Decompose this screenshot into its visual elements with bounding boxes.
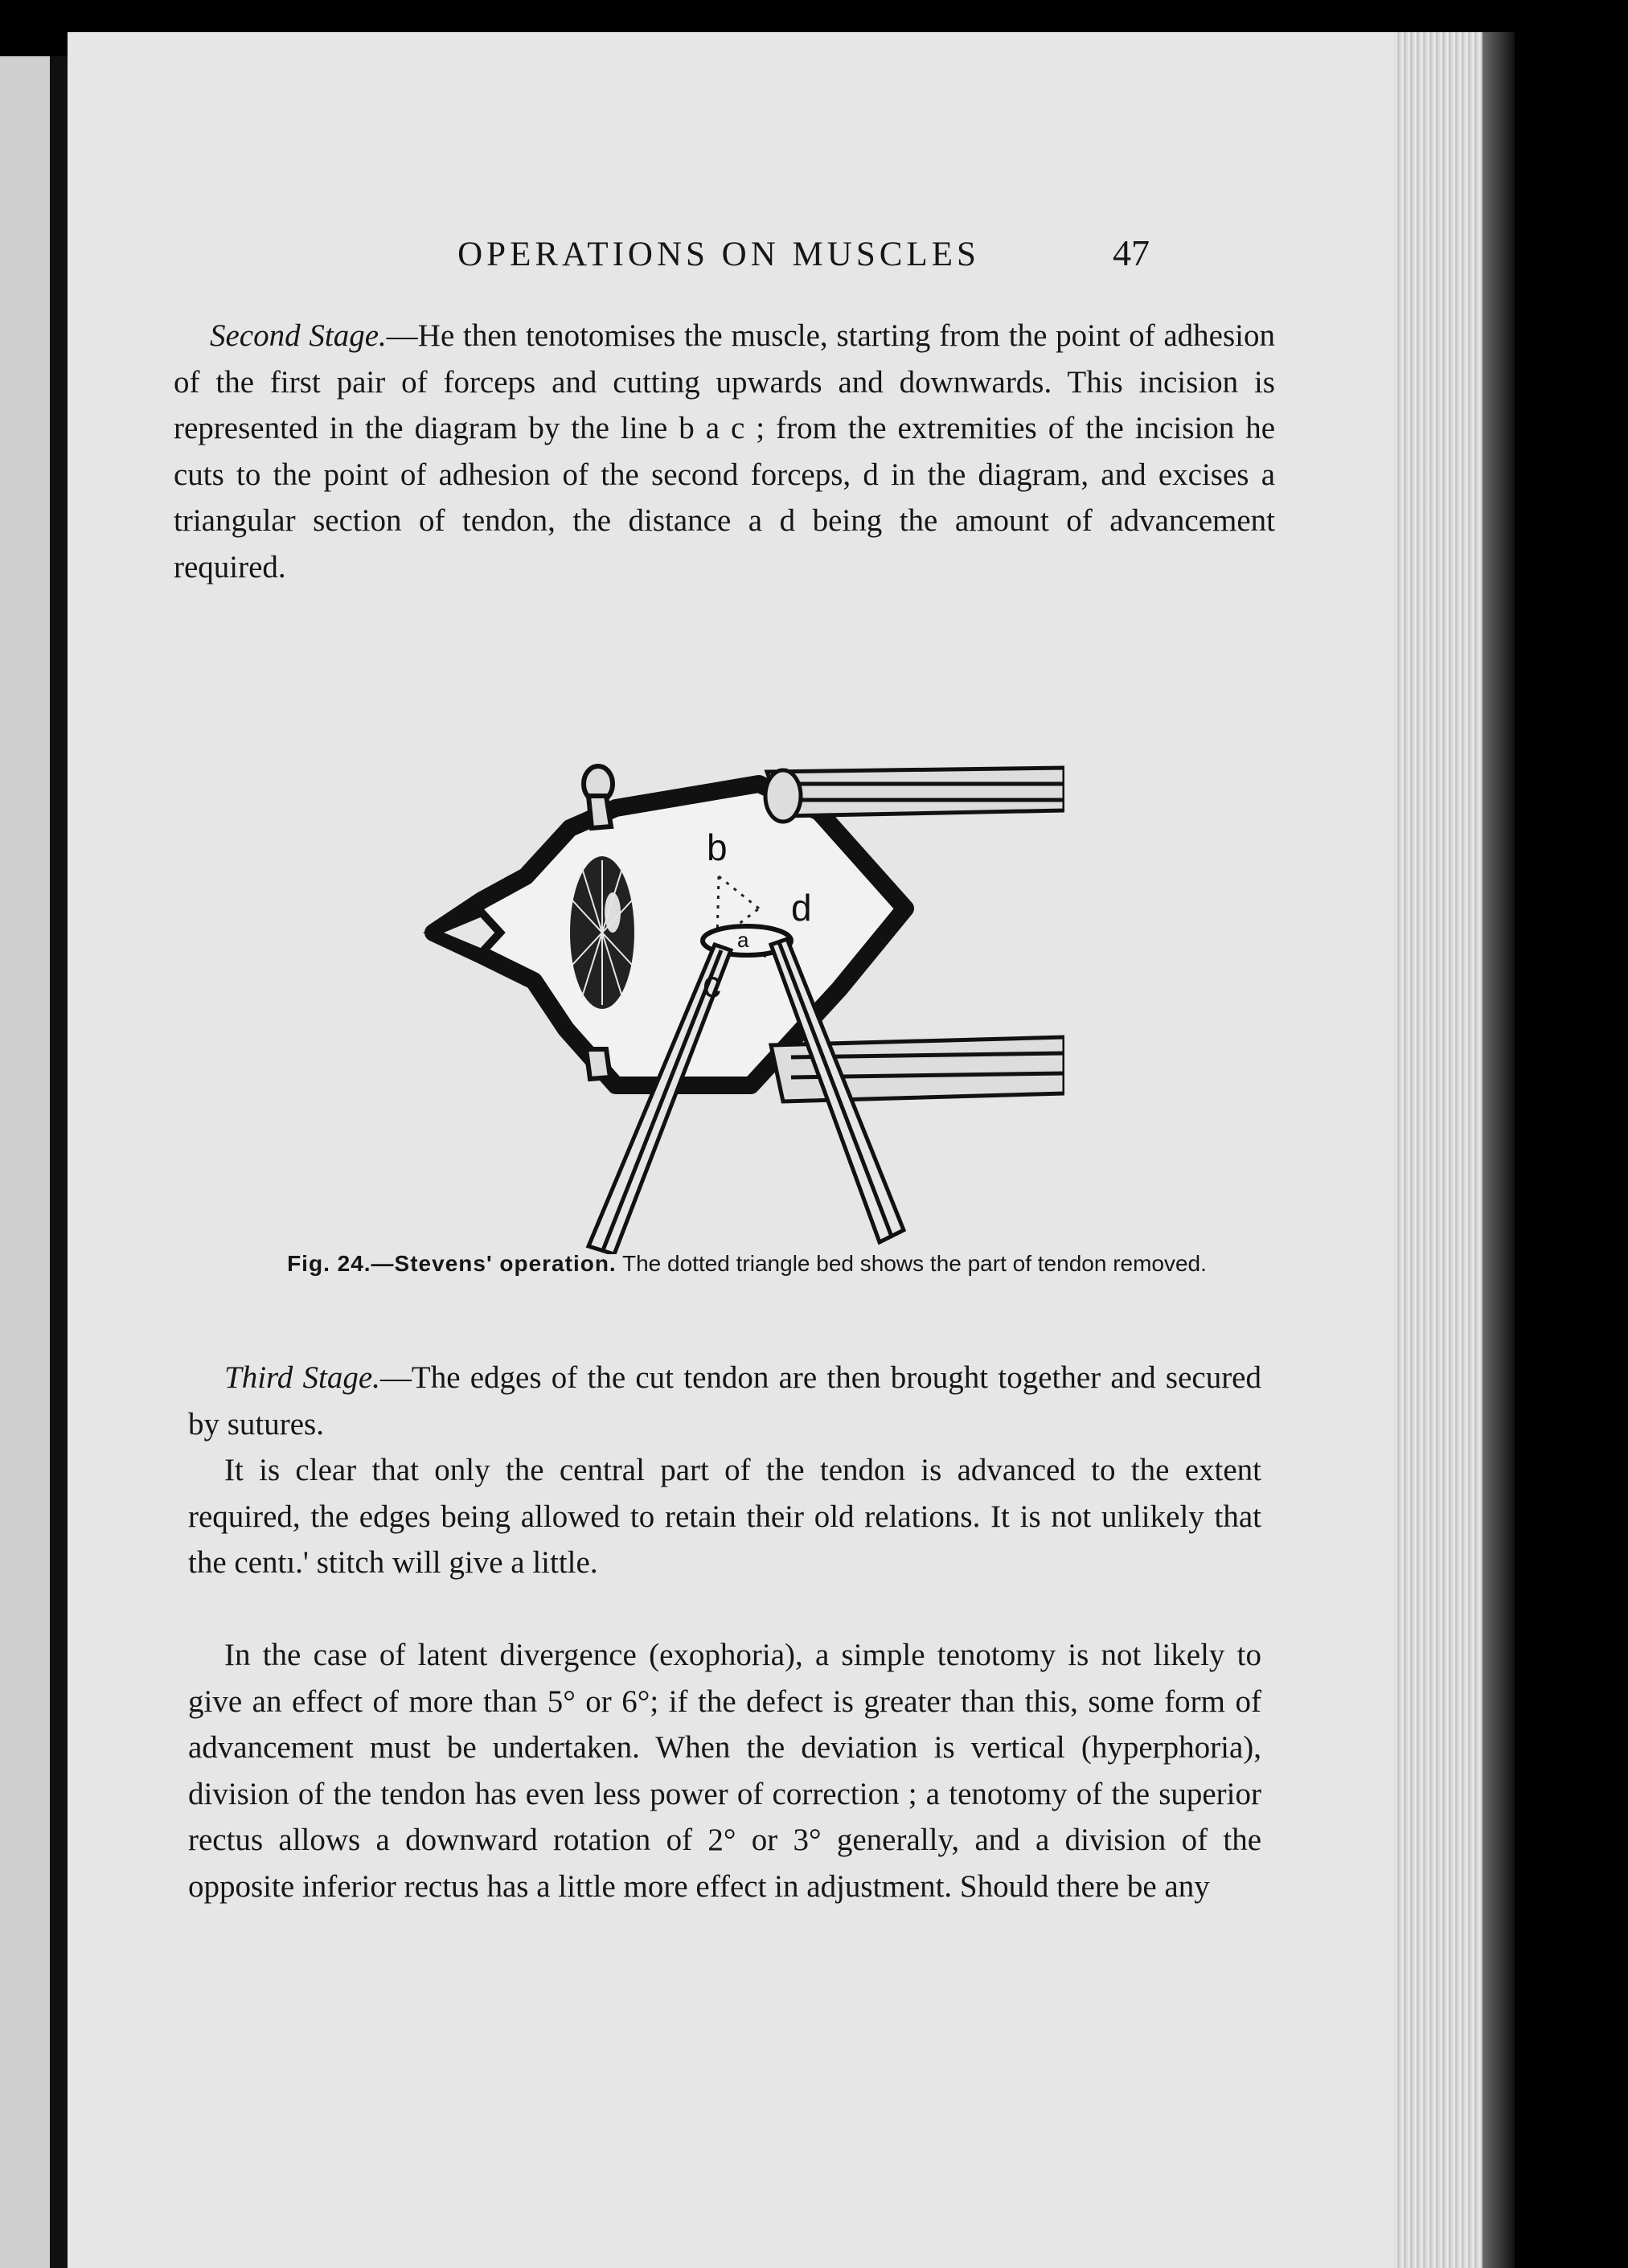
- forceps-upper-right: [765, 768, 1064, 822]
- facing-page-edge: [0, 56, 50, 2268]
- book-gutter: [50, 56, 68, 2268]
- figure-caption: [277, 1250, 1217, 1278]
- page-shadow: [1482, 32, 1515, 2268]
- paragraph-second-stage: [174, 313, 1275, 590]
- label-a: a: [737, 928, 749, 952]
- third-stage-text: —The edges of the cut tendon are then brought together and secured by sutures.: [188, 1360, 1261, 1442]
- third-stage-label: Third Stage.: [224, 1360, 380, 1395]
- label-d: d: [791, 887, 812, 929]
- page-stack-edge: [1394, 32, 1482, 2268]
- running-head: OPERATIONS ON MUSCLES: [457, 236, 980, 273]
- caption-text: The dotted triangle bed shows the part of tendon removed.: [622, 1251, 1207, 1276]
- caption-label: Fig. 24.—Stevens' operation.: [287, 1251, 617, 1276]
- paragraph-third-stage: [188, 1355, 1261, 1447]
- stevens-operation-diagram: [405, 740, 1064, 1254]
- label-c: c: [703, 963, 721, 1005]
- forceps-lower-left-hook: [586, 1049, 610, 1079]
- book-page: [68, 32, 1394, 2268]
- label-b: b: [707, 826, 728, 868]
- paragraph-latent-divergence: In the case of latent divergence (exophoria), a simple tenotomy is not likely to give an effect of more than 5° or 6°; if the defect is greater than this, some form of advancement must be undertaken. When the deviation is vertical (hyperphoria), division of the tendon has even less power of correction ; a tenotomy of the superior rectus allows a downward rotation of 2° or 3° generally, and a division of the opposite inferior rectus has a little more effect in adjustment. Should there be any: [188, 1638, 1261, 1904]
- page-number: 47: [1113, 232, 1150, 273]
- second-stage-label: Second Stage.: [210, 318, 387, 353]
- paragraph-central-part: It is clear that only the central part of the tendon is advanced to the extent required, the edges being allowed to retain their old relations. It is not unlikely that the centı.' stitch will give a little.: [188, 1453, 1261, 1580]
- eyelid-outline: [433, 784, 905, 1085]
- second-stage-text: —He then tenotomises the muscle, starting from the point of adhesion of the first pair of forceps and cutting upwards and downwards. This incision is represented in the diagram by the line b a c ; from the extremities of the incision he cuts to the point of adhesion of the second forceps, d in the diagram, and excises a triangular section of tendon, the distance a d being the amount of advancement required.: [174, 318, 1276, 584]
